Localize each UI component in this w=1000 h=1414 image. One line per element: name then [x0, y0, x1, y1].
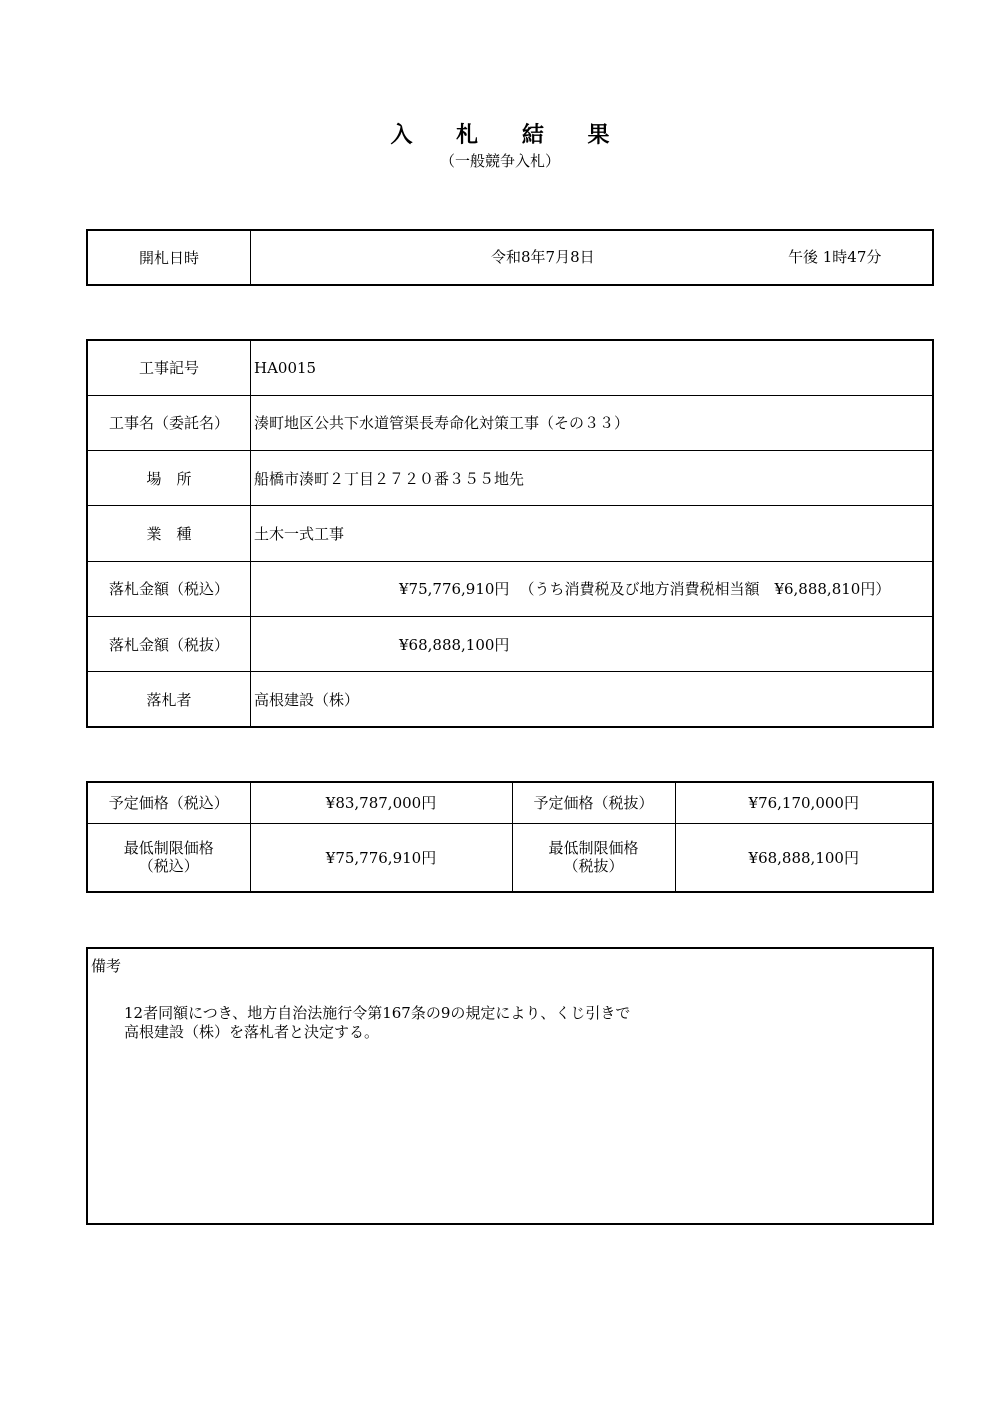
winner-value: 高根建設（株） — [251, 672, 933, 726]
location-value: 船橋市湊町２丁目２７２０番３５５地先 — [251, 450, 933, 505]
planned-price-incl-label: 予定価格（税込） — [88, 783, 250, 823]
winning-amount-incl-value: ¥75,776,910円 — [399, 580, 510, 599]
industry-label: 業 種 — [88, 506, 251, 561]
opening-date: 令和8年7月8日 — [491, 248, 595, 266]
notes-label: 備考 — [91, 957, 122, 975]
construction-name-label: 工事名（委託名） — [88, 395, 251, 450]
prices-box — [86, 781, 934, 893]
winning-amount-incl-label: 落札金額（税込） — [88, 561, 251, 616]
planned-price-excl-value: ¥76,170,000円 — [675, 783, 932, 823]
opening-value-cell — [251, 231, 933, 284]
opening-label: 開札日時 — [88, 231, 251, 284]
planned-price-excl-label: 予定価格（税抜） — [512, 783, 675, 823]
winning-amount-excl-cell — [251, 617, 933, 672]
notes-box — [86, 947, 934, 1225]
winning-amount-excl-label: 落札金額（税抜） — [88, 617, 251, 672]
notes-line-1: 12者同額につき、地方自治法施行令第167条の9の規定により、くじ引きで — [124, 1004, 631, 1022]
opening-datetime-box — [86, 229, 934, 286]
construction-name-value: 湊町地区公共下水道管渠長寿命化対策工事（その３３） — [251, 395, 933, 450]
details-box — [86, 339, 934, 728]
min-price-incl-value: ¥75,776,910円 — [250, 823, 512, 891]
construction-code-label: 工事記号 — [88, 341, 251, 395]
industry-value: 土木一式工事 — [251, 506, 933, 561]
winning-amount-tax-note: （うち消費税及び地方消費税相当額 ¥6,888,810円） — [519, 580, 891, 599]
min-price-excl-label-line1: 最低制限価格 — [548, 839, 639, 858]
min-price-incl-label-line2: （税込） — [138, 857, 199, 876]
page-subtitle: （一般競争入札） — [439, 152, 560, 170]
min-price-excl-value: ¥68,888,100円 — [675, 823, 932, 891]
construction-code-value: HA0015 — [251, 341, 933, 395]
notes-body — [124, 1004, 630, 1042]
page-title: 入 札 結 果 — [390, 122, 628, 148]
winning-amount-excl-value: ¥68,888,100円 — [399, 635, 510, 654]
min-price-incl-label-line1: 最低制限価格 — [123, 839, 214, 858]
min-price-excl-label-line2: （税抜） — [563, 857, 624, 876]
location-label: 場 所 — [88, 450, 251, 505]
notes-line-2: 高根建設（株）を落札者と決定する。 — [124, 1023, 380, 1041]
min-price-incl-label — [88, 823, 250, 891]
winning-amount-incl-cell — [251, 561, 933, 616]
planned-price-incl-value: ¥83,787,000円 — [250, 783, 512, 823]
opening-time: 午後 1時47分 — [788, 248, 882, 266]
min-price-excl-label — [512, 823, 675, 891]
winner-label: 落札者 — [88, 672, 251, 726]
